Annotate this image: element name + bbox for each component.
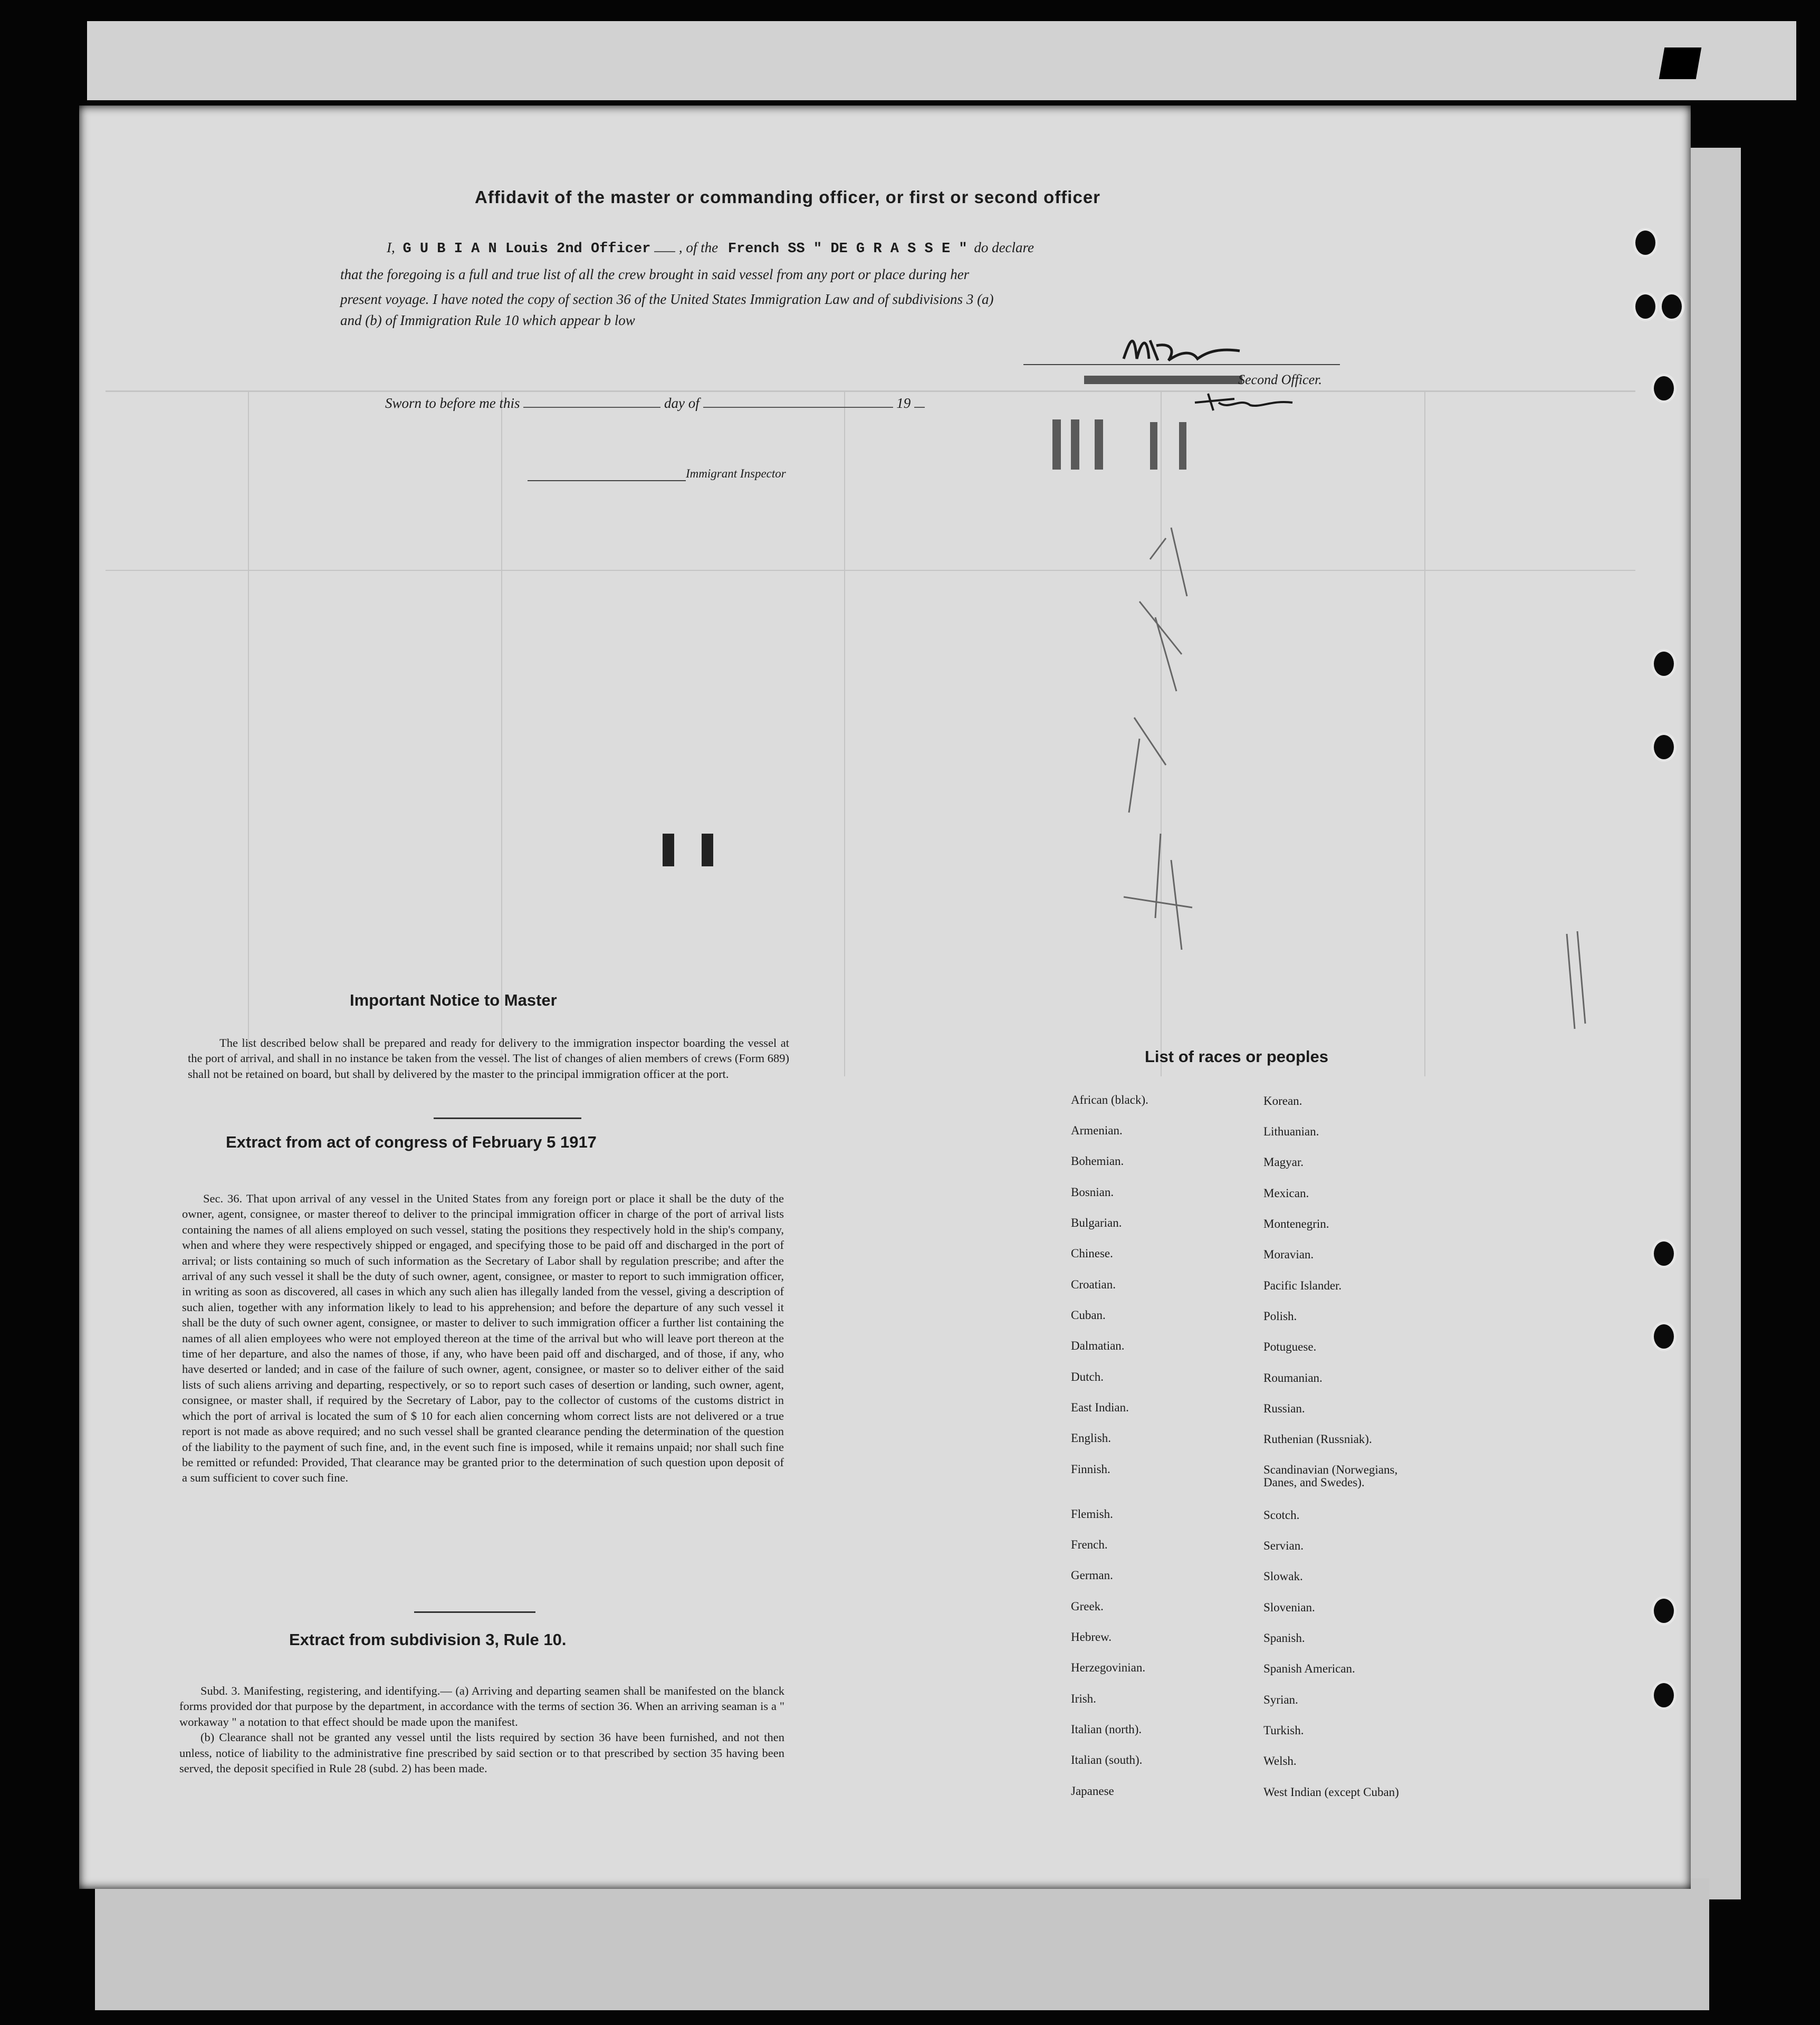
race-item: Korean. — [1263, 1094, 1302, 1107]
declarant-name: G U B I A N Louis 2nd Officer — [403, 241, 651, 257]
race-item: Bohemian. — [1071, 1154, 1124, 1168]
race-item: Scotch. — [1263, 1508, 1300, 1522]
do-declare-text: do declare — [974, 240, 1034, 255]
race-item: East Indian. — [1071, 1401, 1129, 1414]
section-divider — [414, 1611, 535, 1613]
race-item: Lithuanian. — [1263, 1125, 1319, 1138]
ghost-rule — [844, 390, 845, 1076]
stamp-mark — [1179, 422, 1186, 470]
race-item: Dutch. — [1071, 1370, 1104, 1383]
race-item: Montenegrin. — [1263, 1217, 1329, 1230]
affidavit-line-2: that the foregoing is a full and true list of all the crew brought in said vessel from any port or place during her — [340, 266, 970, 282]
under-sheet-top — [87, 21, 1796, 100]
race-item: Servian. — [1263, 1539, 1304, 1552]
race-item: Bosnian. — [1071, 1186, 1114, 1199]
ghost-rule — [106, 570, 1635, 571]
race-item: Ruthenian (Russniak). — [1263, 1432, 1372, 1446]
affidavit-line-4: and (b) of Immigration Rule 10 which appear b low — [340, 312, 635, 328]
sworn-before-text: Sworn to before me this — [385, 395, 520, 411]
act-title: Extract from act of congress of February 5 1917 — [226, 1133, 597, 1151]
race-item: Chinese. — [1071, 1247, 1113, 1260]
race-item: West Indian (except Cuban) — [1263, 1785, 1399, 1799]
pencil-scratches — [1118, 517, 1198, 966]
initials-mark — [1192, 389, 1298, 416]
rule-title: Extract from subdivision 3, Rule 10. — [289, 1630, 567, 1649]
race-item: African (black). — [1071, 1093, 1148, 1106]
section-divider — [434, 1117, 581, 1119]
day-of-text: day of — [664, 395, 700, 411]
race-item: Magyar. — [1263, 1155, 1304, 1169]
race-item: Hebrew. — [1071, 1630, 1112, 1644]
binder-hole — [1651, 374, 1677, 403]
race-item: Spanish. — [1263, 1631, 1305, 1645]
race-item: French. — [1071, 1538, 1108, 1551]
race-item: Turkish. — [1263, 1724, 1304, 1737]
ghost-rule — [106, 390, 1635, 392]
act-paragraph — [182, 1191, 784, 1486]
affidavit-line-1 — [387, 237, 1034, 257]
race-item: Syrian. — [1263, 1693, 1298, 1706]
year-prefix: 19 — [896, 395, 911, 411]
race-item: Italian (north). — [1071, 1723, 1142, 1736]
binder-hole — [1651, 649, 1677, 679]
stamp-mark — [1150, 422, 1157, 470]
ghost-rule — [1424, 390, 1425, 1076]
races-title: List of races or peoples — [1145, 1047, 1328, 1066]
rule-text-a: Subd. 3. Manifesting, registering, and identifying.— (a) Arriving and departing seamen shall be manifested on the blanck forms provided dor that purpose by the department, in accordance with the terms of section 36. When an arriving seaman is a " workaway " a notation to that effect should be made upon the manifest. — [179, 1684, 784, 1728]
race-item: Slovenian. — [1263, 1601, 1315, 1614]
stamp-mark — [1052, 419, 1061, 470]
ghost-rule — [248, 390, 249, 1076]
race-item: Cuban. — [1071, 1308, 1106, 1322]
affidavit-pre-name: I, — [387, 240, 395, 255]
race-item: Pacific Islander. — [1263, 1279, 1342, 1292]
binder-hole — [1651, 732, 1677, 762]
vessel-name: French SS " DE G R A S S E " — [727, 241, 968, 257]
notice-text: The list described below shall be prepared and ready for delivery to the immigration inspector boarding the vessel at the port of arrival, and shall in no instance be taken from the vessel. The list of changes of alien members of crews (Form 689) shall not be retained on board, but shall by delivered by the master to the principal immigration officer at the port. — [188, 1036, 789, 1081]
struck-through-title — [1084, 376, 1242, 384]
notice-title: Important Notice to Master — [350, 991, 557, 1009]
race-item: English. — [1071, 1431, 1112, 1445]
binder-hole — [1651, 1239, 1677, 1268]
right-scratches — [1562, 929, 1593, 1034]
race-item: Spanish American. — [1263, 1662, 1355, 1675]
race-item: Irish. — [1071, 1692, 1096, 1705]
race-item: Japanese — [1071, 1784, 1114, 1798]
affidavit-line-3: present voyage. I have noted the copy of section 36 of the United States Immigration Law and of subdivisions 3 (a) — [340, 291, 994, 307]
race-item: Flemish. — [1071, 1507, 1113, 1521]
binder-hole — [1651, 1322, 1677, 1351]
name-underline — [654, 237, 675, 252]
race-item: German. — [1071, 1569, 1113, 1582]
sworn-year-blank — [914, 393, 925, 408]
race-item: Croatian. — [1071, 1278, 1116, 1291]
officer-signature — [1118, 330, 1256, 372]
notice-paragraph — [188, 1035, 789, 1082]
race-item: Dalmatian. — [1071, 1339, 1125, 1352]
stamp-mark — [1071, 419, 1079, 470]
stamp-mark — [663, 834, 674, 866]
inspector-signature-line — [528, 480, 686, 481]
race-item: Moravian. — [1263, 1248, 1314, 1261]
sworn-month-blank — [703, 393, 893, 408]
of-the-text: , of the — [678, 240, 719, 255]
race-item: Slowak. — [1263, 1570, 1303, 1583]
stamp-mark — [702, 834, 713, 866]
race-item: Greek. — [1071, 1600, 1104, 1613]
manifest-page — [79, 106, 1691, 1889]
race-item: Armenian. — [1071, 1124, 1123, 1137]
sworn-line — [385, 393, 925, 412]
race-item: Mexican. — [1263, 1187, 1309, 1200]
binder-hole — [1659, 292, 1684, 321]
rule-text-b: (b) Clearance shall not be granted any vessel until the lists required by section 36 have been furnished, and not then unless, notice of liability to the administrative fine prescribed by said section or to that prescribed by section 35 having been served, the deposit specified in Rule 28 (subd. 2) has been made. — [179, 1731, 784, 1775]
binder-hole — [1651, 1596, 1677, 1626]
race-item: Polish. — [1263, 1310, 1297, 1323]
signature-underline — [1023, 364, 1340, 365]
under-sheet-bottom — [95, 1878, 1709, 2010]
race-item: Roumanian. — [1263, 1371, 1323, 1384]
inspector-label: Immigrant Inspector — [686, 467, 786, 480]
binder-hole — [1651, 1680, 1677, 1710]
race-item: Potuguese. — [1263, 1340, 1317, 1353]
race-item: Russian. — [1263, 1402, 1305, 1415]
sworn-day-blank — [523, 393, 660, 408]
affidavit-title: Affidavit of the master or commanding officer, or first or second officer — [475, 187, 1101, 207]
race-item: Finnish. — [1071, 1463, 1110, 1476]
race-item: Bulgarian. — [1071, 1216, 1122, 1229]
corner-tab — [1659, 47, 1702, 79]
rule-paragraph — [179, 1683, 784, 1776]
binder-hole — [1633, 228, 1658, 257]
race-item: Scandinavian (Norwegians, Danes, and Swedes). — [1263, 1463, 1398, 1489]
stamp-mark — [1095, 419, 1103, 470]
race-item: Italian (south). — [1071, 1753, 1143, 1766]
race-item: Welsh. — [1263, 1754, 1297, 1768]
race-item: Herzegovinian. — [1071, 1661, 1146, 1674]
binder-hole — [1633, 292, 1658, 321]
officer-title: Second Officer. — [1238, 372, 1322, 387]
ghost-rule — [501, 390, 502, 1076]
act-text: Sec. 36. That upon arrival of any vessel in the United States from any foreign port or place it shall be the duty of the owner, agent, consignee, or master thereof to deliver to the principal immigration officer in charge of the port of arrival lists containing the names of all aliens employed on such vessel, stating the positions they respectively hold in the ship's company, when and where they were respectively shipped or engaged, and specifying those to be paid off and discharged in the port of arrival; or lists containing so much of such information as the Secretary of Labor shall by regulation prescribe; and after the arrival of any such vessel it shall be the duty of such owner, agent, consignee, or master to report to such immigration officer, in writing as soon as discovered, all cases in which any such alien has illegally landed from the vessel, giving a description of such alien, together with any information likely to lead to his apprehension; and before the departure of any such vessel it shall be the duty of such owner agent, consignee, or master to deliver to such immigration officer a further list containing the names of all alien employees who were not employed thereon at the time of the arrival but who will leave port thereon at the time of her departure, and also the names of those, if any, who have been paid off and discharged, and of those, if any, who have deserted or landed; and in case of the failure of such owner, agent, consignee, or master so to deliver either of the said lists of such aliens arriving and departing, respectively, or so to report such cases of desertion or landing, such owner, agent, consignee, or master shall, if required by the Secretary of Labor, pay to the collector of customs of the customs district in which the port of arrival is located the sum of $ 10 for each alien concerning whom correct lists are not delivered or a true report is not made as above required; and no such vessel shall be granted clearance pending the determination of the question of the liability to the payment of such fine, and, in the event such fine is imposed, while it remains unpaid; nor shall such fine be remitted or refunded: Provided, That clearance may be granted prior to the determination of such question upon deposit of a sum sufficient to cover such fine. — [182, 1192, 784, 1485]
